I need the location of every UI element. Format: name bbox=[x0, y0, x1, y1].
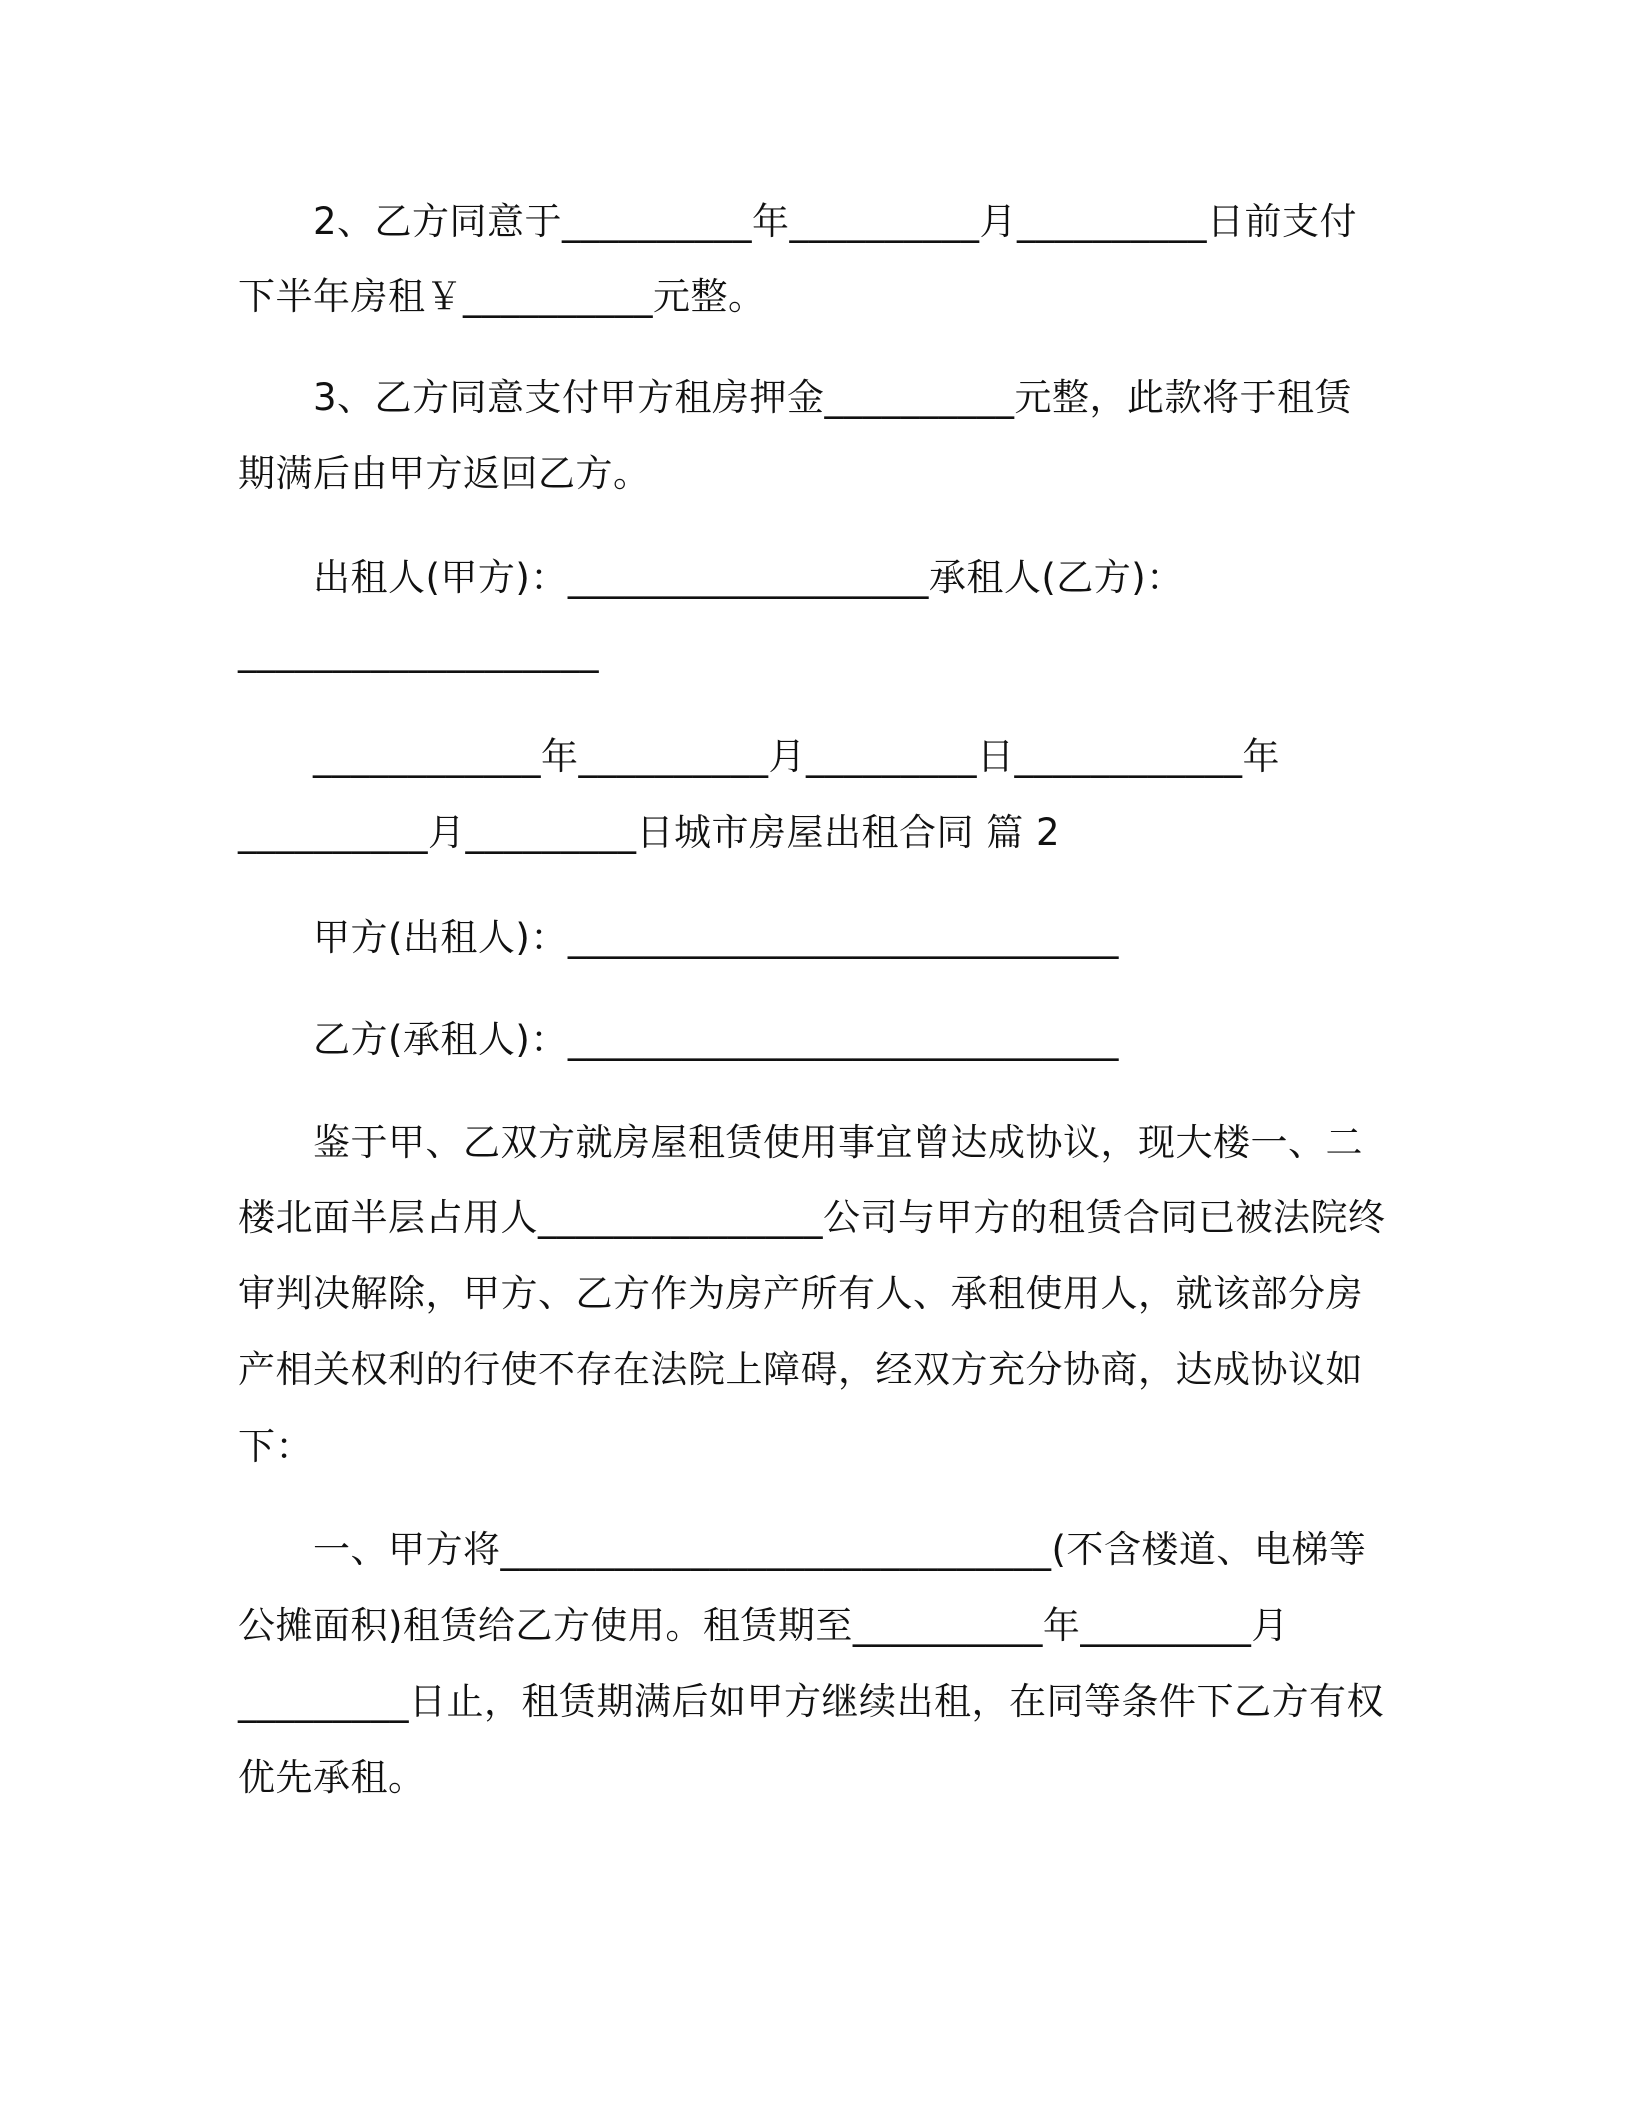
line-text: 公摊面积)租赁给乙方使用。租赁期至__________年_________月 bbox=[238, 1604, 1289, 1647]
line-text: 下： bbox=[238, 1425, 313, 1468]
line-text: 下半年房租￥__________元整。 bbox=[238, 275, 766, 318]
text-line bbox=[238, 196, 1398, 248]
text-line bbox=[238, 807, 1398, 859]
line-text: __________月_________日城市房屋出租合同 篇 2 bbox=[238, 811, 1061, 854]
text-line bbox=[238, 1421, 1398, 1473]
line-text: 2、乙方同意于__________年__________月__________日前支付 bbox=[238, 200, 1358, 243]
text-line bbox=[238, 372, 1398, 424]
text-line bbox=[238, 731, 1398, 783]
line-text: 一、甲方将_____________________________(不含楼道、电梯等 bbox=[238, 1528, 1367, 1571]
line-text: 楼北面半层占用人_______________公司与甲方的租赁合同已被法院终 bbox=[238, 1196, 1386, 1239]
line-text: 审判决解除，甲方、乙方作为房产所有人、承租使用人，就该部分房 bbox=[238, 1272, 1363, 1315]
text-line bbox=[238, 448, 1398, 500]
text-line bbox=[238, 626, 1398, 678]
line-text: 出租人(甲方)：___________________承租人(乙方)： bbox=[238, 556, 1184, 599]
line-text: ___________________ bbox=[238, 630, 599, 673]
line-text: ____________年__________月_________日____________年 bbox=[238, 735, 1280, 778]
text-line bbox=[238, 1117, 1398, 1169]
text-line bbox=[238, 1268, 1398, 1320]
text-line bbox=[238, 1344, 1398, 1396]
line-text: 甲方(出租人)：_____________________________ bbox=[238, 916, 1119, 959]
line-text: 乙方(承租人)：_____________________________ bbox=[238, 1018, 1119, 1061]
line-text: 3、乙方同意支付甲方租房押金__________元整，此款将于租赁 bbox=[238, 376, 1353, 419]
text-line bbox=[238, 1524, 1398, 1576]
text-line bbox=[238, 1600, 1398, 1652]
line-text: 鉴于甲、乙双方就房屋租赁使用事宜曾达成协议，现大楼一、二 bbox=[238, 1121, 1363, 1164]
line-text: _________日止，租赁期满后如甲方继续出租，在同等条件下乙方有权 bbox=[238, 1680, 1384, 1723]
text-line bbox=[238, 271, 1398, 323]
line-text: 优先承租。 bbox=[238, 1756, 426, 1799]
line-text: 产相关权利的行使不存在法院上障碍，经双方充分协商，达成协议如 bbox=[238, 1348, 1363, 1391]
text-line bbox=[238, 1752, 1398, 1804]
line-text: 期满后由甲方返回乙方。 bbox=[238, 452, 651, 495]
text-line bbox=[238, 1676, 1398, 1728]
text-line bbox=[238, 1014, 1398, 1066]
text-line bbox=[238, 1192, 1398, 1244]
text-line bbox=[238, 912, 1398, 964]
text-line bbox=[238, 552, 1398, 604]
